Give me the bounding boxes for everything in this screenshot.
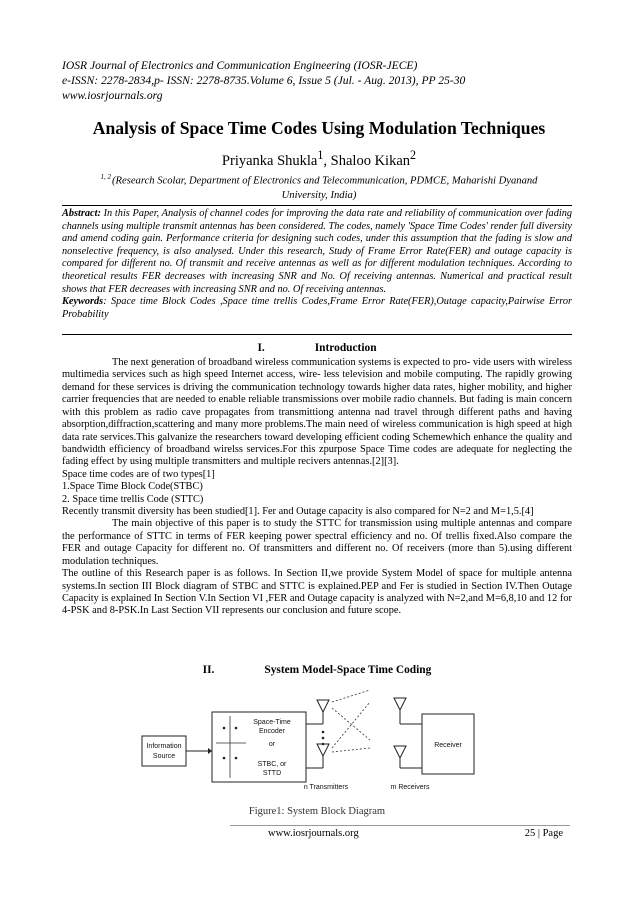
journal-header [62,58,582,103]
author-2-sup: 2 [410,148,417,162]
encoder-label-3: or [268,741,276,748]
receive-antenna-icon [394,698,406,724]
section-1-heading [62,342,572,354]
footer-url: www.iosrjournals.org [268,828,359,839]
intro-paragraph-1: The next generation of broadband wireless communication systems is expected to pro- vide users with wireless multimedia services such as high speed Internet access, wire- less television and mobile computing. The rapidly growing demand for these services is driving the communication technology towards higher data rates, higher mobility, and higher carrier frequencies that are needed to enable reliable transmissions over mobile radio channels. But fading is main concern with this problem as radio cave propagates from transmittiong antenna nad travel through different paths and having absorption,diffraction,scattering and many more problems.The main need of wireless communication is high speed at high data rate services.This galvanize the researchers toward developing efficient coding Schemewhich enhance the quality and bandwidth efficiency of broadband wirelss services.For this zpurpose Space Time codes are adequate for neglecting the fading effect by using multiple transmitters and multiple recivers antennas.[2][3]. [62,357,572,468]
information-source-label-1: Information [146,743,182,750]
keywords-label: Keywords [62,296,104,308]
affiliation-sup: 1, 2 [100,173,112,181]
author-separator: , [323,152,331,169]
antenna-ellipsis-dot [322,743,325,746]
abstract-label: Abstract: [62,208,101,219]
footer-rule [230,825,570,826]
receivers-label: m Receivers [390,784,430,791]
source-arrowhead [208,748,212,754]
affiliation [70,170,568,203]
figure-caption: Figure1: System Block Diagram [248,806,386,817]
encoder-label-5: STTD [262,770,282,777]
transmit-antenna-icon [317,700,329,724]
transmitters-label: n Transmitters [303,784,349,791]
system-block-diagram [140,688,490,793]
abstract-top-rule [62,205,572,206]
antenna-ellipsis-dot [322,731,325,734]
abstract [62,208,572,321]
intro-paragraph-3: The main objective of this paper is to study the STTC for transmission using multiple antennas and compare the performance of STTC in terms of FER keeping power spectral efficiency and no. Of trellis fixed.Also compare the FER and outage Capacity for different no. Of transmitters and different no. Of receivers (more than 5).using different modulation techniques. [62,518,572,567]
author-2: Shaloo Kikan [330,152,411,169]
antenna-ellipsis-dot [322,737,325,740]
receiver-label: Receiver [434,742,462,749]
section-1-title: Introduction [314,342,377,354]
section-1-body [62,357,572,618]
authors [30,148,608,170]
abstract-bottom-rule [62,334,572,335]
keywords-text: : Space time Block Codes ,Space time trellis Codes,Frame Error Rate(FER),Outage capacity,Pairwise Error Probability [62,296,572,320]
section-1-number: I. [257,342,265,354]
intro-list-item-1: 1.Space Time Block Code(STBC) [62,481,203,493]
intro-list-lead: Space time codes are of two types[1] [62,468,215,480]
affiliation-line-1: (Research Scolar, Department of Electronics and Telecommunication, PDMCE, Maharishi Dyanand [112,175,538,187]
encoder-label-4: STBC, or [257,761,287,768]
paper-title: Analysis of Space Time Codes Using Modulation Techniques [92,118,546,138]
encoder-label-2: Encoder [258,728,286,735]
affiliation-line-2: University, India) [281,189,357,201]
section-2-title: System Model-Space Time Coding [264,664,432,676]
abstract-text: In this Paper, Analysis of channel codes for improving the data rate and reliability of communication over fading channels using multiple transmit antennas has been considered. The codes, namely 'Space Time Codes' render full diversity and amend coding gain. Performance criteria for designing such codes, under this assumption that the fading is slow and nonselective frequency, is also analysed. Under this research, Study of Frame Error Rate(FER) and outage capacity is compared for different no. Of transmit and receive antennas as well as for different modulation techniques. According to theoretical results FER decreases with increasing SNR and No. Of receiving antennas. Numerical and practical result shows that FER decreases with increasing SNR and no. Of receiving antennas. [62,208,572,295]
author-1-sup: 1 [317,148,324,162]
intro-paragraph-2: Recently transmit diversity has been studied[1]. Fer and Outage capacity is also compared for N=2 and M=1,5.[4] [62,506,534,518]
section-2-number: II. [202,664,215,676]
encoder-label-1: Space-Time [253,719,291,726]
information-source-label-2: Source [152,753,176,760]
author-1: Priyanka Shukla [221,152,318,169]
footer-page-number: 25 | Page [524,828,563,839]
information-source-box [142,736,186,766]
intro-paragraph-4: The outline of this Research paper is as follows. In Section II,we provide System Model of space for multiple antenna systems.In section III Block diagram of STBC and STTC is explained.PEP and Fer is studied in Section IV.Then Outage Capacity is explained In Section V.In Section VI ,FER and Outage capacity is analyzed with N=2,and M=6,8,10 and 12 for 4-PSK and 8-PSK.In Last Section VII represents our conclusion and future scope. [62,568,572,617]
intro-list-item-2: 2. Space time trellis Code (STTC) [62,493,204,505]
journal-url: www.iosrjournals.org [62,89,163,102]
transmit-antenna-icon [317,744,329,768]
journal-name: IOSR Journal of Electronics and Communication Engineering (IOSR-JECE) [62,59,418,72]
receive-antenna-icon [394,746,406,768]
journal-issn: e-ISSN: 2278-2834,p- ISSN: 2278-8735.Volume 6, Issue 5 (Jul. - Aug. 2013), PP 25-30 [62,74,466,87]
section-2-heading [62,664,572,676]
